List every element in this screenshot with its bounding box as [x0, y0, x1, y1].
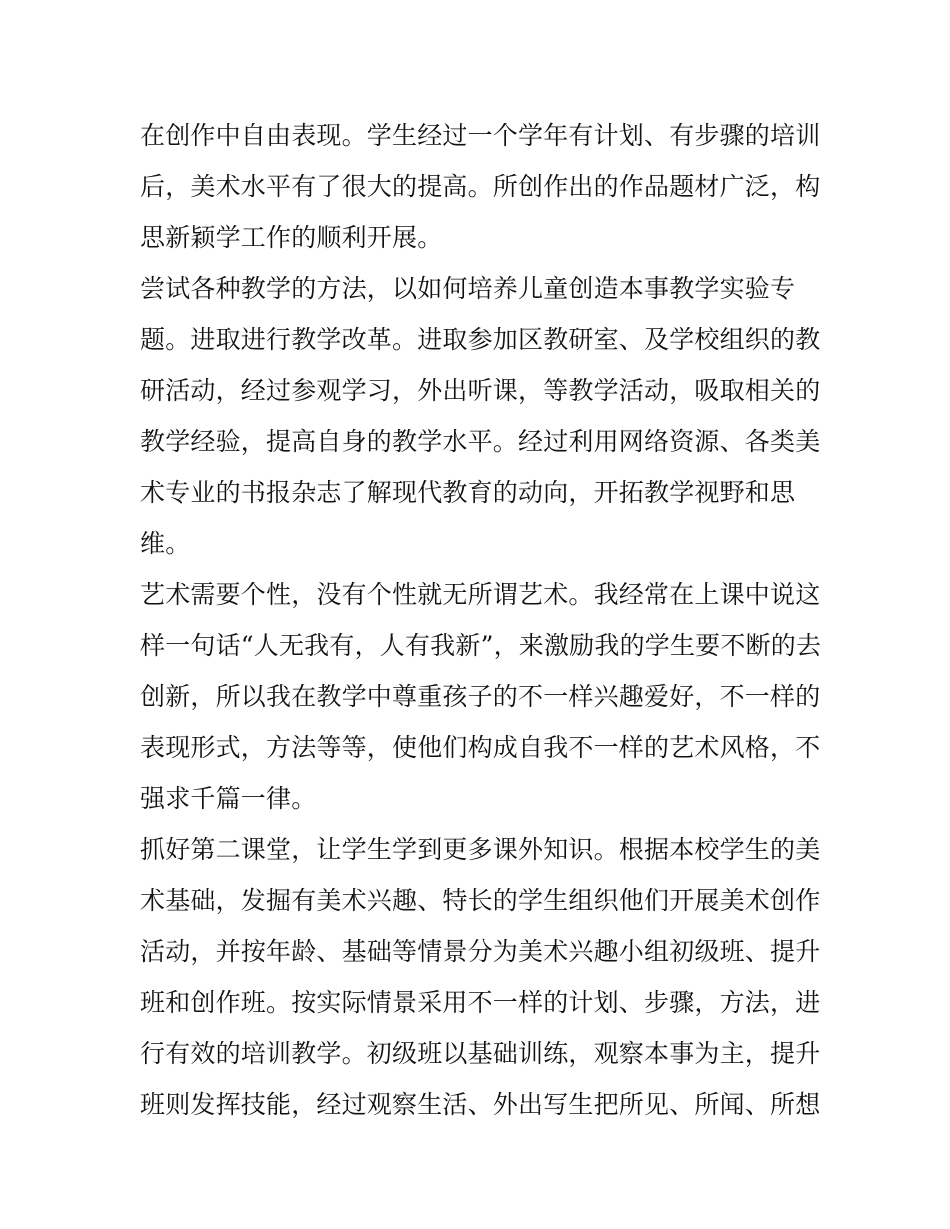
paragraph-4-line-3: 活动，并按年龄、基础等情景分为美术兴趣小组初级班、提升	[140, 937, 821, 966]
paragraph-1-line-2: 后，美术水平有了很大的提高。所创作出的作品题材广泛，构	[140, 172, 821, 201]
paragraph-3-line-2: 样一句话“人无我有，人有我新”，来激励我的学生要不断的去	[140, 631, 822, 660]
paragraph-3-line-5: 强求千篇一律。	[140, 784, 317, 813]
paragraph-4-line-1: 抓好第二课堂，让学生学到更多课外知识。根据本校学生的美	[140, 835, 821, 864]
paragraph-4-line-4: 班和创作班。按实际情景采用不一样的计划、步骤，方法，进	[140, 988, 821, 1017]
paragraph-3-line-1: 艺术需要个性，没有个性就无所谓艺术。我经常在上课中说这	[140, 580, 821, 609]
paragraph-4-line-2: 术基础，发掘有美术兴趣、特长的学生组织他们开展美术创作	[140, 886, 821, 915]
paragraph-2-line-3: 研活动，经过参观学习，外出听课，等教学活动，吸取相关的	[140, 376, 821, 405]
paragraph-1-line-1: 在创作中自由表现。学生经过一个学年有计划、有步骤的培训	[140, 121, 821, 150]
paragraph-2-line-6: 维。	[140, 529, 191, 558]
paragraph-2-line-2: 题。进取进行教学改革。进取参加区教研室、及学校组织的教	[140, 325, 821, 354]
paragraph-2-line-4: 教学经验，提高自身的教学水平。经过利用网络资源、各类美	[140, 427, 821, 456]
paragraph-2-line-5: 术专业的书报杂志了解现代教育的动向，开拓教学视野和思	[140, 478, 796, 507]
paragraph-3-line-3: 创新，所以我在教学中尊重孩子的不一样兴趣爱好，不一样的	[140, 682, 821, 711]
paragraph-3-line-4: 表现形式，方法等等，使他们构成自我不一样的艺术风格，不	[140, 733, 821, 762]
paragraph-2-line-1: 尝试各种教学的方法，以如何培养儿童创造本事教学实验专	[140, 274, 796, 303]
paragraph-4-line-6: 班则发挥技能，经过观察生活、外出写生把所见、所闻、所想	[140, 1090, 821, 1119]
paragraph-4-line-5: 行有效的培训教学。初级班以基础训练，观察本事为主，提升	[140, 1039, 821, 1068]
paragraph-1-line-3: 思新颖学工作的顺利开展。	[140, 223, 443, 252]
document-body	[140, 110, 820, 1130]
